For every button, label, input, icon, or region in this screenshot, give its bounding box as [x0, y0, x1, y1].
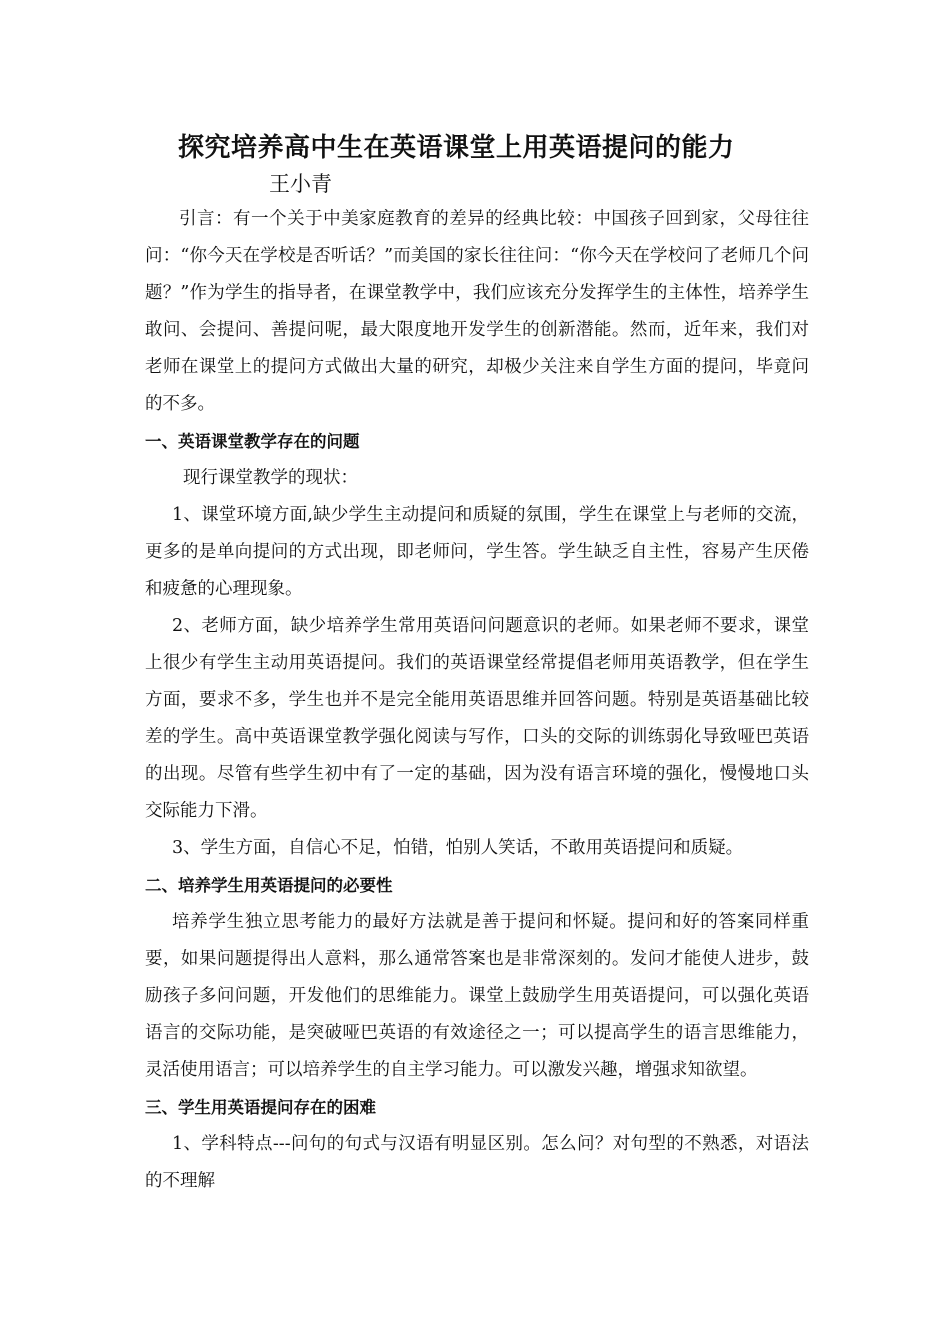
intro-paragraph: 引言：有一个关于中美家庭教育的差异的经典比较：中国孩子回到家，父母往往问：“你今天在学校是否听话？”而美国的家长往往问：“你今天在学校问了老师几个问题？”作为学生的指导者，在课堂教学中，我们应该充分发挥学生的主体性，培养学生敢问、会提问、善提问呢，最大限度地开发学生的创新潜能。然而，近年来，我们对老师在课堂上的提问方式做出大量的研究，却极少关注来自学生方面的提问，毕竟问的不多。 [145, 209, 809, 414]
section-heading-1: 一、英语课堂教学存在的问题 [145, 432, 360, 451]
section-1-paragraph-1: 现行课堂教学的现状： [183, 468, 358, 488]
section-heading-2: 二、培养学生用英语提问的必要性 [145, 876, 393, 895]
document-title: 探究培养高中生在英语课堂上用英语提问的能力 [178, 133, 735, 163]
section-heading-3: 三、学生用英语提问存在的困难 [145, 1098, 376, 1117]
section-1-paragraph-2: 1、课堂环境方面,缺少学生主动提问和质疑的氛围，学生在课堂上与老师的交流，更多的是单向提问的方式出现，即老师问，学生答。学生缺乏自主性，容易产生厌倦和疲惫的心理现象。 [145, 505, 809, 599]
section-2-paragraph-1: 培养学生独立思考能力的最好方法就是善于提问和怀疑。提问和好的答案同样重要，如果问题提得出人意料，那么通常答案也是非常深刻的。发问才能使人进步，鼓励孩子多问问题，开发他们的思维能力。课堂上鼓励学生用英语提问，可以强化英语语言的交际功能，是突破哑巴英语的有效途径之一；可以提高学生的语言思维能力，灵活使用语言；可以培养学生的自主学习能力。可以激发兴趣，增强求知欲望。 [145, 912, 809, 1080]
section-3-paragraph-1: 1、学科特点---问句的句式与汉语有明显区别。怎么问？对句型的不熟悉，对语法的不理解 [145, 1134, 809, 1191]
section-1-paragraph-4: 3、学生方面，自信心不足，怕错，怕别人笑话，不敢用英语提问和质疑。 [172, 838, 744, 858]
author-name: 王小青 [269, 172, 332, 196]
document-page [145, 128, 809, 1200]
section-1-paragraph-3: 2、老师方面，缺少培养学生常用英语问问题意识的老师。如果老师不要求，课堂上很少有学生主动用英语提问。我们的英语课堂经常提倡老师用英语教学，但在学生方面，要求不多，学生也并不是完全能用英语思维并回答问题。特别是英语基础比较差的学生。高中英语课堂教学强化阅读与写作，口头的交际的训练弱化导致哑巴英语的出现。尽管有些学生初中有了一定的基础，因为没有语言环境的强化，慢慢地口头交际能力下滑。 [145, 616, 809, 821]
